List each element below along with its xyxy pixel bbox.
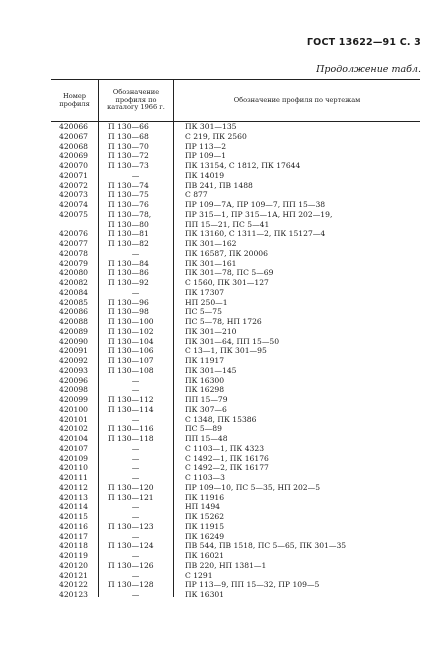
table-row bbox=[51, 473, 420, 483]
catalog-designation-cell: — bbox=[131, 531, 140, 541]
profile-number-cell: 420075 bbox=[59, 209, 88, 219]
profile-number-cell: 420100 bbox=[59, 404, 88, 414]
profile-number-cell: 420116 bbox=[59, 521, 88, 531]
profile-number-cell: 420122 bbox=[59, 580, 88, 590]
drawing-designation-cell: ПР 109—10, ПС 5—35, НП 202—5 bbox=[185, 482, 321, 492]
catalog-designation-cell: П 130—100 bbox=[108, 317, 154, 326]
table-row bbox=[51, 580, 420, 590]
catalog-designation-cell: П 130—74 bbox=[108, 180, 149, 190]
table-row bbox=[51, 483, 420, 493]
column-divider bbox=[98, 122, 99, 597]
drawing-designation-cell: С 13—1, ПК 301—95 bbox=[185, 346, 267, 356]
catalog-designation-cell: — bbox=[131, 512, 140, 521]
drawing-designation-cell: ПС 5—89 bbox=[185, 424, 222, 434]
profile-number-cell: 420111 bbox=[59, 473, 88, 482]
table-row bbox=[51, 493, 420, 503]
catalog-designation-cell: П 130—98 bbox=[108, 307, 149, 317]
profile-number-cell: 420072 bbox=[59, 180, 88, 190]
drawing-designation-cell: ПК 16587, ПК 20006 bbox=[185, 248, 268, 258]
catalog-designation-cell: П 130—104 bbox=[108, 336, 154, 346]
drawing-designation-cell: ПК 15262 bbox=[185, 512, 225, 521]
column-divider bbox=[173, 122, 174, 597]
table-row bbox=[51, 181, 420, 191]
profile-number-cell: 420109 bbox=[59, 453, 88, 463]
catalog-designation-cell: П 130—112 bbox=[108, 395, 154, 404]
column-header-drawings: Обозначение профиля по чертежам bbox=[173, 80, 420, 121]
profile-number-cell: 420121 bbox=[59, 570, 88, 580]
drawing-designation-cell: С 877 bbox=[185, 190, 208, 200]
table-row bbox=[51, 356, 420, 366]
table-row bbox=[51, 522, 420, 532]
drawing-designation-cell: С 1103—3 bbox=[185, 473, 225, 482]
catalog-designation-cell: — bbox=[131, 375, 140, 385]
drawing-designation-cell: ПК 13154, С 1812, ПК 17644 bbox=[185, 161, 301, 170]
profile-number-cell: 420077 bbox=[59, 239, 88, 248]
catalog-designation-cell: П 130—124 bbox=[108, 541, 154, 551]
drawing-designation-cell: С 1291 bbox=[185, 570, 213, 580]
drawing-designation-cell: С 1348, ПК 15386 bbox=[185, 414, 257, 424]
profile-number-cell: 420085 bbox=[59, 297, 88, 307]
table-row bbox=[51, 220, 420, 230]
table-row bbox=[51, 463, 420, 473]
table-row bbox=[51, 229, 420, 239]
catalog-designation-cell: П 130—106 bbox=[108, 346, 154, 356]
profile-table bbox=[51, 79, 420, 597]
drawing-designation-cell: ПК 301—135 bbox=[185, 122, 237, 131]
profile-number-cell: 420067 bbox=[59, 131, 88, 141]
drawing-designation-cell: ПК 11917 bbox=[185, 356, 225, 365]
profile-number-cell: 420096 bbox=[59, 375, 88, 385]
table-row bbox=[51, 502, 420, 512]
drawing-designation-cell: С 1560, ПК 301—127 bbox=[185, 278, 269, 287]
table-row bbox=[51, 122, 420, 132]
table-row bbox=[51, 337, 420, 347]
drawing-designation-cell: ПК 301—78, ПС 5—69 bbox=[185, 268, 274, 278]
profile-number-cell: 420119 bbox=[59, 551, 88, 560]
profile-number-cell: 420113 bbox=[59, 492, 88, 502]
table-row bbox=[51, 142, 420, 152]
drawing-designation-cell: ПК 301—145 bbox=[185, 365, 237, 375]
profile-number-cell: 420101 bbox=[59, 414, 88, 424]
catalog-designation-cell: П 130—121 bbox=[108, 492, 154, 502]
catalog-designation-cell: П 130—75 bbox=[108, 190, 149, 200]
profile-number-cell: 420102 bbox=[59, 424, 88, 434]
profile-number-cell: 420120 bbox=[59, 560, 88, 570]
catalog-designation-cell: П 130—76 bbox=[108, 200, 149, 209]
profile-number-cell: 420110 bbox=[59, 463, 88, 473]
table-row bbox=[51, 590, 420, 600]
profile-number-cell: 420093 bbox=[59, 365, 88, 375]
drawing-designation-cell: ПК 17307 bbox=[185, 287, 225, 297]
table-row bbox=[51, 561, 420, 571]
table-row bbox=[51, 249, 420, 259]
drawing-designation-cell: ПВ 241, ПВ 1488 bbox=[185, 180, 253, 190]
profile-number-cell: 420091 bbox=[59, 346, 88, 356]
profile-number-cell: 420117 bbox=[59, 531, 88, 541]
table-continuation-label: Продолжение табл. bbox=[316, 64, 421, 75]
catalog-designation-cell: П 130—116 bbox=[108, 424, 154, 434]
drawing-designation-cell: ПП 15—48 bbox=[185, 434, 228, 443]
profile-number-cell: 420114 bbox=[59, 502, 88, 512]
catalog-designation-cell: П 130—82 bbox=[108, 239, 149, 248]
drawing-designation-cell: ПС 5—78, НП 1726 bbox=[185, 317, 262, 326]
catalog-designation-cell: П 130—96 bbox=[108, 297, 149, 307]
drawing-designation-cell: ПР 109—7А, ПР 109—7, ПП 15—38 bbox=[185, 200, 326, 209]
drawing-designation-cell: ПР 113—2 bbox=[185, 141, 227, 151]
table-row bbox=[51, 424, 420, 434]
table-row bbox=[51, 239, 420, 249]
catalog-designation-cell: — bbox=[131, 170, 140, 180]
catalog-designation-cell: П 130—78, bbox=[108, 209, 152, 219]
drawing-designation-cell: ПК 16021 bbox=[185, 551, 225, 560]
catalog-designation-cell: П 130—80 bbox=[108, 219, 149, 229]
catalog-designation-cell: — bbox=[131, 443, 140, 453]
catalog-designation-cell: П 130—108 bbox=[108, 365, 154, 375]
table-row bbox=[51, 298, 420, 308]
drawing-designation-cell: ПК 16298 bbox=[185, 385, 225, 395]
table-row bbox=[51, 151, 420, 161]
profile-number-cell: 420080 bbox=[59, 268, 88, 278]
profile-number-cell: 420086 bbox=[59, 307, 88, 317]
table-row bbox=[51, 395, 420, 405]
profile-number-cell: 420118 bbox=[59, 541, 88, 551]
table-row bbox=[51, 171, 420, 181]
catalog-designation-cell: П 130—118 bbox=[108, 434, 154, 443]
profile-number-cell: 420073 bbox=[59, 190, 88, 200]
table-row bbox=[51, 551, 420, 561]
catalog-designation-cell: П 130—86 bbox=[108, 268, 149, 278]
table-row bbox=[51, 132, 420, 142]
table-row bbox=[51, 385, 420, 395]
drawing-designation-cell: ПК 11915 bbox=[185, 521, 225, 531]
table-row bbox=[51, 200, 420, 210]
drawing-designation-cell: ПР 315—1, ПР 315—1А, НП 202—19, bbox=[185, 209, 333, 219]
drawing-designation-cell: ПК 14019 bbox=[185, 170, 225, 180]
profile-number-cell: 420074 bbox=[59, 200, 88, 209]
catalog-designation-cell: П 130—66 bbox=[108, 122, 149, 131]
catalog-designation-cell: П 130—68 bbox=[108, 131, 149, 141]
catalog-designation-cell: П 130—102 bbox=[108, 326, 154, 336]
table-row bbox=[51, 346, 420, 356]
drawing-designation-cell: ПК 16300 bbox=[185, 375, 225, 385]
profile-number-cell: 420076 bbox=[59, 229, 88, 239]
catalog-designation-cell: П 130—114 bbox=[108, 404, 154, 414]
page-header: ГОСТ 13622—91 С. 3 bbox=[306, 37, 421, 48]
table-header bbox=[51, 80, 420, 122]
profile-number-cell: 420069 bbox=[59, 151, 88, 161]
profile-number-cell: 420071 bbox=[59, 170, 88, 180]
profile-number-cell: 420115 bbox=[59, 512, 88, 521]
catalog-designation-cell: П 130—92 bbox=[108, 278, 149, 287]
profile-number-cell: 420112 bbox=[59, 482, 88, 492]
drawing-designation-cell: ПП 15—79 bbox=[185, 395, 228, 404]
table-row bbox=[51, 190, 420, 200]
drawing-designation-cell: ПС 5—75 bbox=[185, 307, 222, 317]
table-row bbox=[51, 376, 420, 386]
catalog-designation-cell: — bbox=[131, 590, 140, 599]
profile-number-cell: 420099 bbox=[59, 395, 88, 404]
table-row bbox=[51, 571, 420, 581]
table-row bbox=[51, 307, 420, 317]
catalog-designation-cell: — bbox=[131, 287, 140, 297]
catalog-designation-cell: П 130—107 bbox=[108, 356, 154, 365]
profile-number-cell: 420104 bbox=[59, 434, 88, 443]
table-row bbox=[51, 454, 420, 464]
profile-number-cell: 420088 bbox=[59, 317, 88, 326]
table-row bbox=[51, 161, 420, 171]
table-row bbox=[51, 327, 420, 337]
catalog-designation-cell: П 130—123 bbox=[108, 521, 154, 531]
drawing-designation-cell: ПК 16301 bbox=[185, 590, 225, 599]
catalog-designation-cell: — bbox=[131, 570, 140, 580]
drawing-designation-cell: ПК 11916 bbox=[185, 492, 225, 502]
profile-number-cell: 420070 bbox=[59, 161, 88, 170]
catalog-designation-cell: — bbox=[131, 248, 140, 258]
profile-number-cell: 420090 bbox=[59, 336, 88, 346]
drawing-designation-cell: С 1492—2, ПК 16177 bbox=[185, 463, 269, 473]
drawing-designation-cell: ПВ 220, НП 1381—1 bbox=[185, 560, 267, 570]
profile-number-cell: 420084 bbox=[59, 287, 88, 297]
drawing-designation-cell: ПП 15—21, ПС 5—41 bbox=[185, 219, 270, 229]
drawing-designation-cell: ПК 301—64, ПП 15—50 bbox=[185, 336, 280, 346]
drawing-designation-cell: ПК 301—162 bbox=[185, 239, 237, 248]
table-row bbox=[51, 512, 420, 522]
profile-number-cell: 420107 bbox=[59, 443, 88, 453]
catalog-designation-cell: — bbox=[131, 502, 140, 512]
catalog-designation-cell: — bbox=[131, 414, 140, 424]
drawing-designation-cell: ПК 301—161 bbox=[185, 258, 237, 268]
drawing-designation-cell: ПК 301—210 bbox=[185, 326, 237, 336]
table-row bbox=[51, 434, 420, 444]
table-body bbox=[51, 122, 420, 597]
table-row bbox=[51, 366, 420, 376]
profile-number-cell: 420079 bbox=[59, 258, 88, 268]
catalog-designation-cell: П 130—128 bbox=[108, 580, 154, 590]
drawing-designation-cell: ПК 307—6 bbox=[185, 404, 227, 414]
column-header-number: Номер профиля bbox=[59, 91, 90, 108]
catalog-designation-cell: — bbox=[131, 551, 140, 560]
catalog-designation-cell: — bbox=[131, 453, 140, 463]
table-row bbox=[51, 278, 420, 288]
drawing-designation-cell: С 1492—1, ПК 16176 bbox=[185, 453, 269, 463]
profile-number-cell: 420066 bbox=[59, 122, 88, 131]
catalog-designation-cell: П 130—72 bbox=[108, 151, 149, 161]
catalog-designation-cell: П 130—84 bbox=[108, 258, 149, 268]
profile-number-cell: 420092 bbox=[59, 356, 88, 365]
table-row bbox=[51, 405, 420, 415]
drawing-designation-cell: ПВ 544, ПВ 1518, ПС 5—65, ПК 301—35 bbox=[185, 541, 347, 551]
profile-number-cell: 420078 bbox=[59, 248, 88, 258]
catalog-designation-cell: П 130—120 bbox=[108, 482, 154, 492]
table-row bbox=[51, 210, 420, 220]
table-row bbox=[51, 541, 420, 551]
catalog-designation-cell: — bbox=[131, 385, 140, 395]
column-header-catalog: Обозначение профиля по каталогу 1966 г. bbox=[98, 80, 173, 121]
table-row bbox=[51, 415, 420, 425]
catalog-designation-cell: — bbox=[131, 473, 140, 482]
table-row bbox=[51, 444, 420, 454]
drawing-designation-cell: С 1103—1, ПК 4323 bbox=[185, 443, 265, 453]
drawing-designation-cell: ПК 16249 bbox=[185, 531, 225, 541]
catalog-designation-cell: — bbox=[131, 463, 140, 473]
drawing-designation-cell: ПК 13160, С 1311—2, ПК 15127—4 bbox=[185, 229, 326, 239]
profile-number-cell: 420082 bbox=[59, 278, 88, 287]
drawing-designation-cell: НП 250—1 bbox=[185, 297, 228, 307]
catalog-designation-cell: П 130—126 bbox=[108, 560, 154, 570]
drawing-designation-cell: ПР 113—9, ПП 15—32, ПР 109—5 bbox=[185, 580, 320, 590]
profile-number-cell: 420068 bbox=[59, 141, 88, 151]
profile-number-cell bbox=[51, 220, 98, 230]
drawing-designation-cell: ПР 109—1 bbox=[185, 151, 227, 161]
drawing-designation-cell: С 219, ПК 2560 bbox=[185, 131, 247, 141]
profile-number-cell: 420089 bbox=[59, 326, 88, 336]
catalog-designation-cell: П 130—70 bbox=[108, 141, 149, 151]
table-row bbox=[51, 317, 420, 327]
table-row bbox=[51, 268, 420, 278]
catalog-designation-cell: П 130—73 bbox=[108, 161, 149, 170]
table-row bbox=[51, 259, 420, 269]
profile-number-cell: 420098 bbox=[59, 385, 88, 395]
table-row bbox=[51, 288, 420, 298]
table-row bbox=[51, 532, 420, 542]
profile-number-cell: 420123 bbox=[59, 590, 88, 599]
catalog-designation-cell: П 130—81 bbox=[108, 229, 149, 239]
drawing-designation-cell: НП 1494 bbox=[185, 502, 220, 512]
